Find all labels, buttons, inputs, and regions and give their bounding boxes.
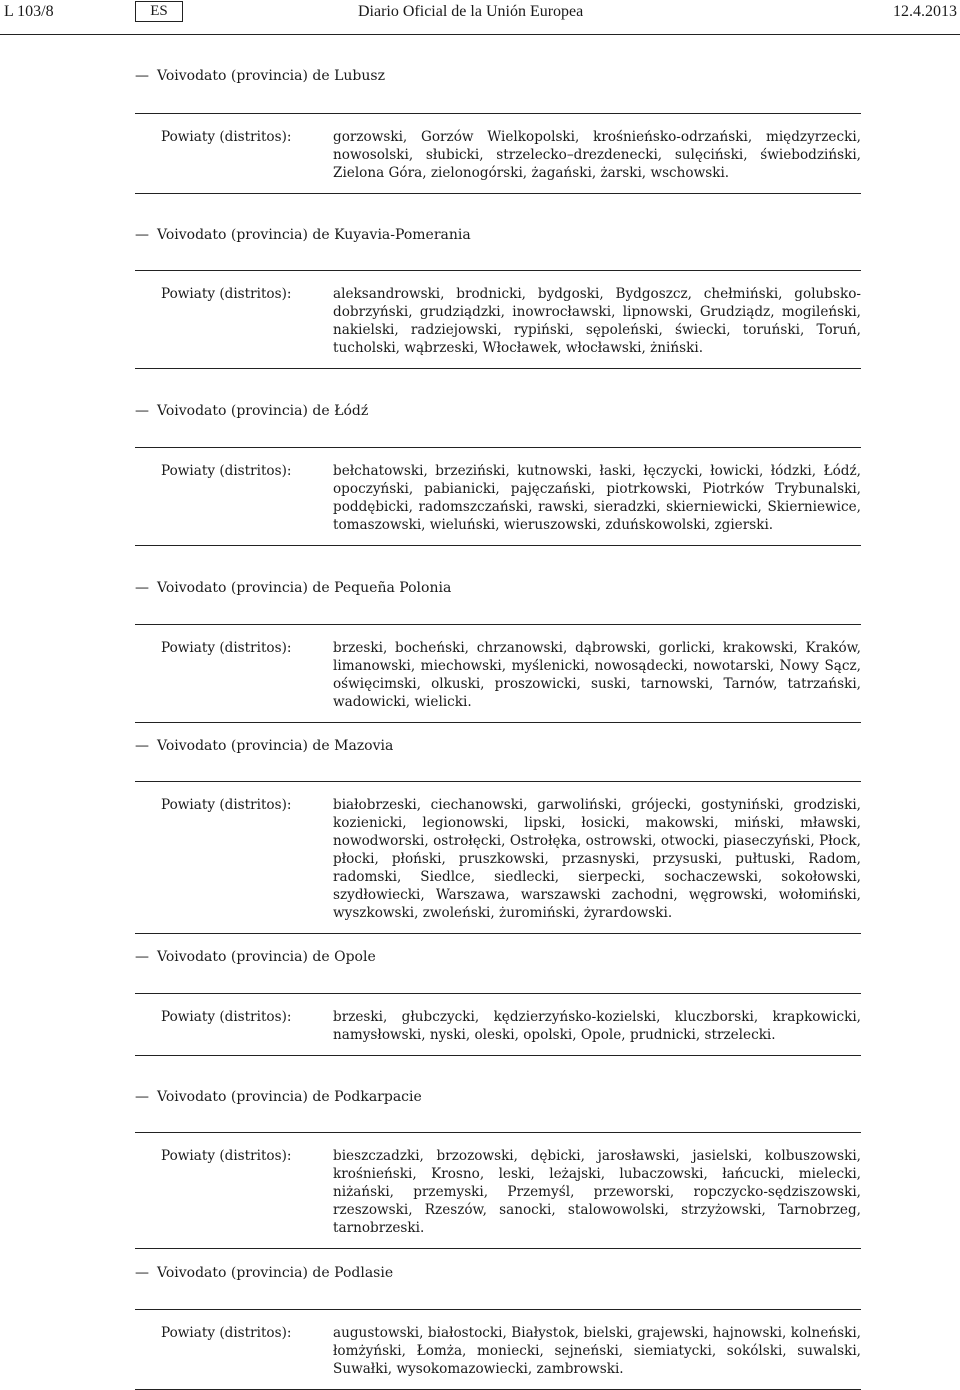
province-title: Voivodato (provincia) de Kuyavia-Pomerania: [157, 227, 471, 243]
province-heading: [135, 1264, 393, 1282]
district-label: Powiaty (distritos):: [161, 1325, 292, 1341]
province-title: Voivodato (provincia) de Podlasie: [157, 1265, 394, 1281]
em-dash: —: [135, 68, 149, 84]
district-label: Powiaty (distritos):: [161, 797, 292, 813]
language-code-box: ES: [135, 1, 183, 22]
district-row: [135, 270, 861, 369]
province-heading: [135, 579, 451, 597]
district-row: [135, 993, 861, 1056]
journal-title: Diario Oficial de la Unión Europea: [358, 3, 584, 20]
page-number: L 103/8: [4, 3, 54, 20]
province-title: Voivodato (provincia) de Opole: [157, 949, 376, 965]
em-dash: —: [135, 1265, 149, 1281]
district-list: gorzowski, Gorzów Wielkopolski, krośnieńsko-odrzański, międzyrzecki, nowosolski, słubicki, strzelecko–drezdenecki, sulęciński, świebodziński, Zielona Góra, zielonogórski, żagański, żarski, wschowski.: [333, 129, 861, 181]
district-row: [135, 113, 861, 194]
em-dash: —: [135, 738, 149, 754]
em-dash: —: [135, 949, 149, 965]
em-dash: —: [135, 227, 149, 243]
district-list: augustowski, białostocki, Białystok, bielski, grajewski, hajnowski, kolneński, łomżyński, Łomża, moniecki, sejneński, siemiatycki, sokólski, suwalski, Suwałki, wysokomazowiecki, zambrowski.: [333, 1325, 861, 1377]
district-list: bełchatowski, brzeziński, kutnowski, łaski, łęczycki, łowicki, łódzki, Łódź, opoczyński, pabianicki, pajęczański, piotrkowski, Piotrków Trybunalski, poddębicki, radomszczański, rawski, sieradzki, skierniewicki, Skierniewice, tomaszowski, wieluński, wieruszowski, zduńskowolski, zgierski.: [333, 463, 861, 533]
district-label: Powiaty (distritos):: [161, 1148, 292, 1164]
district-list: bieszczadzki, brzozowski, dębicki, jarosławski, jasielski, kolbuszowski, krośnieński, Krosno, leski, leżajski, lubaczowski, łańcucki, mielecki, niżański, przemyski, Przemyśl, przeworski, ropczycko-sędziszowski, rzeszowski, Rzeszów, sanocki, stalowowolski, strzyżowski, Tarnobrzeg, tarnobrzeski.: [333, 1148, 861, 1236]
district-row: [135, 781, 861, 934]
province-title: Voivodato (provincia) de Łódź: [157, 403, 369, 419]
district-list: białobrzeski, ciechanowski, garwoliński, grójecki, gostyniński, grodziski, kozienicki, legionowski, lipski, łosicki, makowski, miński, mławski, nowodworski, ostrołęcki, Ostrołęka, ostrowski, otwocki, piaseczyński, Płock, płocki, płoński, pruszkowski, przasnyski, przysuski, pułtuski, Radom, radomski, Siedlce, siedlecki, sierpecki, sochaczewski, sokołowski, szydłowiecki, Warszawa, warszawski zachodni, węgrowski, wołomiński, wyszkowski, zwoleński, żuromiński, żyrardowski.: [333, 797, 861, 921]
district-label: Powiaty (distritos):: [161, 129, 292, 145]
district-row: [135, 624, 861, 723]
province-heading: [135, 226, 471, 244]
district-list: brzeski, głubczycki, kędzierzyńsko-kozielski, kluczborski, krapkowicki, namysłowski, nyski, oleski, opolski, Opole, prudnicki, strzelecki.: [333, 1009, 861, 1043]
em-dash: —: [135, 403, 149, 419]
district-row: [135, 1309, 861, 1390]
province-title: Voivodato (provincia) de Podkarpacie: [157, 1089, 422, 1105]
em-dash: —: [135, 580, 149, 596]
province-title: Voivodato (provincia) de Mazovia: [157, 738, 394, 754]
province-heading: [135, 737, 393, 755]
province-heading: [135, 67, 385, 85]
district-label: Powiaty (distritos):: [161, 640, 292, 656]
province-title: Voivodato (provincia) de Pequeña Polonia: [157, 580, 452, 596]
province-heading: [135, 948, 376, 966]
district-list: brzeski, bocheński, chrzanowski, dąbrowski, gorlicki, krakowski, Kraków, limanowski, miechowski, myślenicki, nowosądecki, nowotarski, Nowy Sącz, oświęcimski, olkuski, proszowicki, suski, tarnowski, Tarnów, tatrzański, wadowicki, wielicki.: [333, 640, 861, 710]
province-title: Voivodato (provincia) de Lubusz: [157, 68, 385, 84]
journal-header: [0, 0, 960, 35]
publication-date: 12.4.2013: [893, 3, 957, 20]
district-label: Powiaty (distritos):: [161, 463, 292, 479]
district-label: Powiaty (distritos):: [161, 1009, 292, 1025]
district-row: [135, 1132, 861, 1249]
district-label: Powiaty (distritos):: [161, 286, 292, 302]
em-dash: —: [135, 1089, 149, 1105]
district-row: [135, 447, 861, 546]
province-heading: [135, 402, 368, 420]
province-heading: [135, 1088, 422, 1106]
district-list: aleksandrowski, brodnicki, bydgoski, Bydgoszcz, chełmiński, golubsko-dobrzyński, grudziądzki, inowrocławski, lipnowski, Grudziądz, mogileński, nakielski, radziejowski, rypiński, sępoleński, świecki, toruński, Toruń, tucholski, wąbrzeski, Włocławek, włocławski, żniński.: [333, 286, 861, 356]
